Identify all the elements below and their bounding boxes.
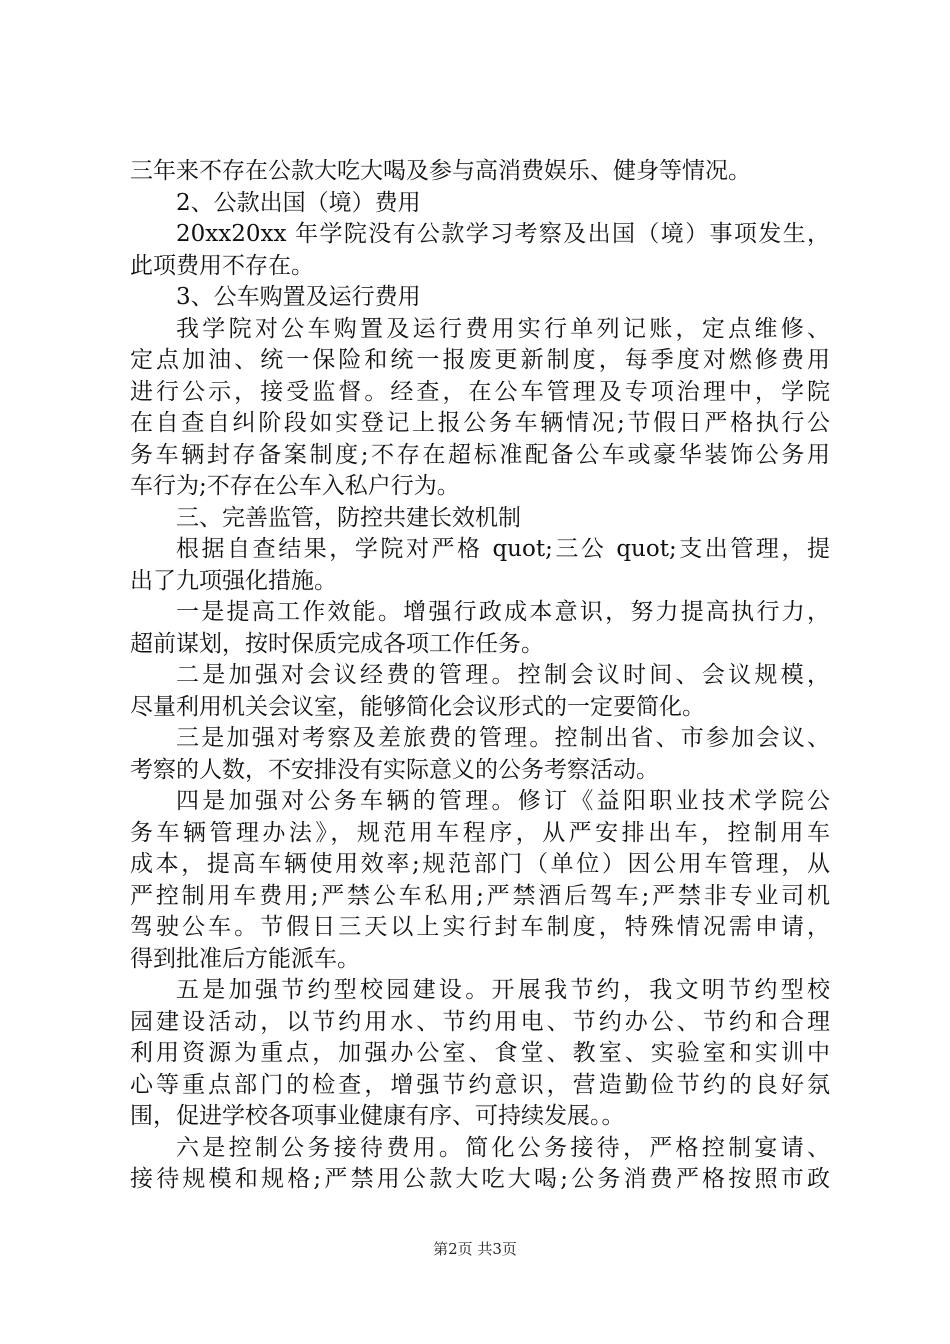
text-line: 三、完善监管，防控共建长效机制	[176, 504, 521, 531]
text-line: 超前谋划，按时保质完成各项工作任务。	[130, 630, 544, 657]
text-line: 驾驶公车。节假日三天以上实行封车制度，特殊情况需申请，	[130, 914, 830, 940]
text-line: 三是加强对考察及差旅费的管理。控制出省、市参加会议、	[176, 725, 830, 751]
text-line: 3、公车购置及运行费用	[176, 284, 421, 310]
text-line: 二是加强对会议经费的管理。控制会议时间、会议规模，	[176, 662, 830, 688]
document-body	[130, 156, 830, 1196]
text-line: 严控制用车费用;严禁公车私用;严禁酒后驾车;严禁非专业司机	[130, 882, 830, 909]
text-line: 利用资源为重点，加强办公室、食堂、教室、实验室和实训中	[130, 1040, 830, 1066]
text-line: 一是提高工作效能。增强行政成本意识，努力提高执行力，	[176, 599, 830, 625]
text-line: 接待规模和规格;严禁用公款大吃大喝;公务消费严格按照市政	[130, 1166, 830, 1192]
text-line: 根据自查结果，学院对严格 quot;三公 quot;支出管理，提	[176, 536, 830, 562]
text-line: 四是加强对公务车辆的管理。修订《益阳职业技术学院公	[176, 788, 830, 814]
text-line: 我学院对公车购置及运行费用实行单列记账，定点维修、	[176, 315, 830, 342]
text-line: 六是控制公务接待费用。简化公务接待，严格控制宴请、	[176, 1134, 830, 1161]
text-line: 此项费用不存在。	[130, 252, 314, 279]
text-line: 定点加油、统一保险和统一报废更新制度，每季度对燃修费用	[130, 347, 830, 373]
text-line: 在自查自纠阶段如实登记上报公务车辆情况;节假日严格执行公	[130, 410, 830, 436]
text-line: 务车辆封存备案制度;不存在超标准配备公车或豪华装饰公务用	[130, 441, 830, 468]
text-line: 五是加强节约型校园建设。开展我节约，我文明节约型校	[176, 977, 830, 1003]
text-line: 尽量利用机关会议室，能够简化会议形式的一定要简化。	[130, 693, 705, 720]
text-line: 围，促进学校各项事业健康有序、可持续发展。。	[130, 1103, 625, 1129]
text-line: 成本，提高车辆使用效率;规范部门（单位）因公用车管理，从	[130, 851, 830, 877]
text-line: 2、公款出国（境）费用	[176, 189, 421, 216]
page-footer: 第2页 共3页	[433, 1240, 517, 1258]
text-line: 得到批准后方能派车。	[130, 945, 360, 972]
text-line: 园建设活动，以节约用水、节约用电、节约办公、节约和合理	[130, 1008, 830, 1035]
text-line: 考察的人数，不安排没有实际意义的公务考察活动。	[130, 756, 659, 783]
text-line: 三年来不存在公款大吃大喝及参与高消费娱乐、健身等情况。	[130, 158, 751, 184]
text-line: 进行公示，接受监督。经查，在公车管理及专项治理中，学院	[130, 378, 830, 405]
text-line: 车行为;不存在公车入私户行为。	[130, 473, 460, 499]
text-line: 心等重点部门的检查，增强节约意识，营造勤俭节约的良好氛	[130, 1071, 830, 1098]
text-line: 出了九项强化措施。	[130, 567, 337, 594]
text-line: 务车辆管理办法》，规范用车程序，从严安排出车，控制用车	[130, 819, 830, 846]
text-line: 20xx20xx 年学院没有公款学习考察及出国（境）事项发生，	[176, 221, 830, 247]
